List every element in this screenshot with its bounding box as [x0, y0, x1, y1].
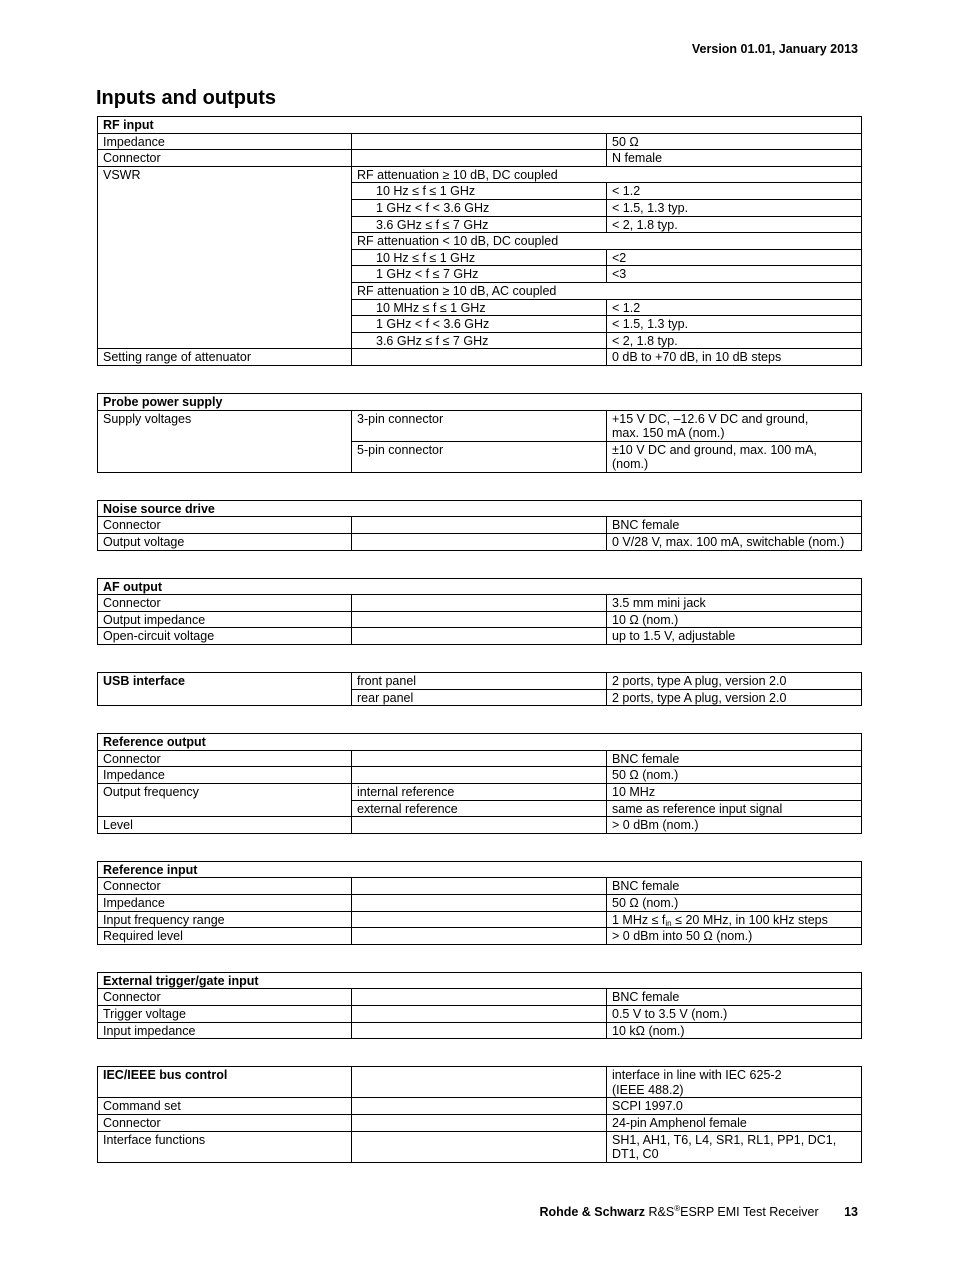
row-value: > 0 dBm (nom.)	[607, 817, 862, 834]
row-value: 1 MHz ≤ $f_{in} \le 20$ MHz, in 100 kHz steps	[607, 911, 862, 928]
row-value: <3	[607, 266, 862, 283]
row-value: ±10 V DC and ground, max. 100 mA, (nom.)	[607, 441, 862, 472]
table-row	[98, 1098, 862, 1115]
row-label: Command set	[98, 1098, 352, 1115]
table-row	[98, 517, 862, 534]
page-footer	[539, 1205, 858, 1219]
row-label: Level	[98, 817, 352, 834]
spec-tables	[97, 116, 861, 1163]
table-row	[98, 393, 862, 410]
table-row	[98, 784, 862, 801]
condition-label: RF attenuation ≥ 10 dB, DC coupled	[352, 166, 862, 183]
table-row	[98, 928, 862, 945]
row-value: up to 1.5 V, adjustable	[607, 628, 862, 645]
condition-label: RF attenuation ≥ 10 dB, AC coupled	[352, 282, 862, 299]
section-heading: External trigger/gate input	[98, 972, 862, 989]
registered-mark: ®	[674, 1204, 681, 1213]
page-title: Inputs and outputs	[96, 87, 276, 109]
section-heading: RF input	[98, 117, 862, 134]
row-label: front panel	[352, 673, 607, 690]
row-value: < 1.2	[607, 183, 862, 200]
range-label: 1 GHz < f ≤ 7 GHz	[352, 266, 607, 283]
table-row	[98, 611, 862, 628]
table-row	[98, 595, 862, 612]
row-value: <2	[607, 249, 862, 266]
row-label: Setting range of attenuator	[98, 349, 352, 366]
table-row	[98, 1114, 862, 1131]
row-label: Connector	[98, 989, 352, 1006]
row-value: 2 ports, type A plug, version 2.0	[607, 673, 862, 690]
table-row	[98, 750, 862, 767]
row-label: Output voltage	[98, 534, 352, 551]
row-label: rear panel	[352, 689, 607, 706]
table-row	[98, 911, 862, 928]
version-label: Version 01.01, January 2013	[691, 42, 858, 56]
table-row	[98, 767, 862, 784]
reference-output-table	[97, 733, 862, 834]
row-value: < 2, 1.8 typ.	[607, 216, 862, 233]
table-row	[98, 878, 862, 895]
table-row	[98, 349, 862, 366]
row-label: Output impedance	[98, 611, 352, 628]
table-row	[98, 1005, 862, 1022]
row-value: 50 Ω	[607, 133, 862, 150]
table-row	[98, 972, 862, 989]
product-name: ESRP EMI Test Receiver	[680, 1205, 819, 1219]
row-value: 10 kΩ (nom.)	[607, 1022, 862, 1039]
row-label: VSWR	[98, 166, 352, 349]
condition-label: RF attenuation < 10 dB, DC coupled	[352, 233, 862, 250]
row-label: Connector	[98, 1114, 352, 1131]
row-label: Connector	[98, 750, 352, 767]
section-heading: AF output	[98, 578, 862, 595]
row-value: < 1.5, 1.3 typ.	[607, 316, 862, 333]
row-label: Impedance	[98, 767, 352, 784]
row-value: > 0 dBm into 50 Ω (nom.)	[607, 928, 862, 945]
row-label: Connector	[98, 878, 352, 895]
af-output-table	[97, 578, 862, 645]
row-value: BNC female	[607, 989, 862, 1006]
table-row	[98, 150, 862, 167]
row-value: 2 ports, type A plug, version 2.0	[607, 689, 862, 706]
row-value: 10 Ω (nom.)	[607, 611, 862, 628]
row-value: N female	[607, 150, 862, 167]
range-label: 3.6 GHz ≤ f ≤ 7 GHz	[352, 332, 607, 349]
iec-bus-table	[97, 1066, 862, 1163]
range-label: 10 Hz ≤ f ≤ 1 GHz	[352, 183, 607, 200]
table-row	[98, 673, 862, 690]
row-value: 50 Ω (nom.)	[607, 767, 862, 784]
row-label: Trigger voltage	[98, 1005, 352, 1022]
connector-label: 3-pin connector	[352, 410, 607, 441]
table-row	[98, 117, 862, 134]
connector-label: 5-pin connector	[352, 441, 607, 472]
row-label: Connector	[98, 517, 352, 534]
table-row	[98, 500, 862, 517]
row-value: < 1.2	[607, 299, 862, 316]
page-number: 13	[844, 1205, 858, 1219]
usb-interface-table	[97, 672, 862, 706]
row-label: Connector	[98, 595, 352, 612]
row-label: Impedance	[98, 133, 352, 150]
row-label: Input impedance	[98, 1022, 352, 1039]
row-value: 24-pin Amphenol female	[607, 1114, 862, 1131]
row-label: Impedance	[98, 894, 352, 911]
row-label: Input frequency range	[98, 911, 352, 928]
sub-label: external reference	[352, 800, 607, 817]
section-heading: Reference input	[98, 861, 862, 878]
row-label: Output frequency	[98, 784, 352, 817]
row-value: same as reference input signal	[607, 800, 862, 817]
row-label: Required level	[98, 928, 352, 945]
row-label: Open-circuit voltage	[98, 628, 352, 645]
row-value: BNC female	[607, 517, 862, 534]
row-value: 3.5 mm mini jack	[607, 595, 862, 612]
row-value: 10 MHz	[607, 784, 862, 801]
brand-name: R&S	[648, 1205, 675, 1219]
section-heading: Noise source drive	[98, 500, 862, 517]
row-value: SH1, AH1, T6, L4, SR1, RL1, PP1, DC1, DT1, C0	[607, 1131, 862, 1162]
table-row	[98, 861, 862, 878]
probe-power-table	[97, 393, 862, 473]
row-value: < 2, 1.8 typ.	[607, 332, 862, 349]
reference-input-table	[97, 861, 862, 945]
noise-source-table	[97, 500, 862, 551]
range-label: 10 MHz ≤ f ≤ 1 GHz	[352, 299, 607, 316]
sub-label: internal reference	[352, 784, 607, 801]
company-name: Rohde & Schwarz	[539, 1205, 646, 1219]
row-label: Interface functions	[98, 1131, 352, 1162]
range-label: 1 GHz < f < 3.6 GHz	[352, 316, 607, 333]
table-row	[98, 1131, 862, 1162]
rf-input-table	[97, 116, 862, 366]
row-value: 0 V/28 V, max. 100 mA, switchable (nom.)	[607, 534, 862, 551]
row-value: 0.5 V to 3.5 V (nom.)	[607, 1005, 862, 1022]
section-heading: Probe power supply	[98, 393, 862, 410]
row-value: interface in line with IEC 625-2 (IEEE 488.2)	[607, 1067, 862, 1098]
section-heading: USB interface	[98, 673, 352, 706]
table-row	[98, 817, 862, 834]
range-label: 10 Hz ≤ f ≤ 1 GHz	[352, 249, 607, 266]
row-label: Supply voltages	[98, 410, 352, 472]
row-value: +15 V DC, –12.6 V DC and ground, max. 150 mA (nom.)	[607, 410, 862, 441]
table-row	[98, 894, 862, 911]
table-row	[98, 628, 862, 645]
table-row	[98, 410, 862, 441]
range-label: 1 GHz < f < 3.6 GHz	[352, 199, 607, 216]
row-value: BNC female	[607, 878, 862, 895]
table-row	[98, 166, 862, 183]
table-row	[98, 989, 862, 1006]
row-value: BNC female	[607, 750, 862, 767]
row-value: < 1.5, 1.3 typ.	[607, 199, 862, 216]
section-heading: IEC/IEEE bus control	[98, 1067, 352, 1098]
table-row	[98, 534, 862, 551]
table-row	[98, 1022, 862, 1039]
external-trigger-table	[97, 972, 862, 1039]
table-row	[98, 734, 862, 751]
section-heading: Reference output	[98, 734, 862, 751]
range-label: 3.6 GHz ≤ f ≤ 7 GHz	[352, 216, 607, 233]
row-value: 50 Ω (nom.)	[607, 894, 862, 911]
table-row	[98, 133, 862, 150]
table-row	[98, 1067, 862, 1098]
row-value: 0 dB to +70 dB, in 10 dB steps	[607, 349, 862, 366]
row-label: Connector	[98, 150, 352, 167]
table-row	[98, 578, 862, 595]
row-value: SCPI 1997.0	[607, 1098, 862, 1115]
